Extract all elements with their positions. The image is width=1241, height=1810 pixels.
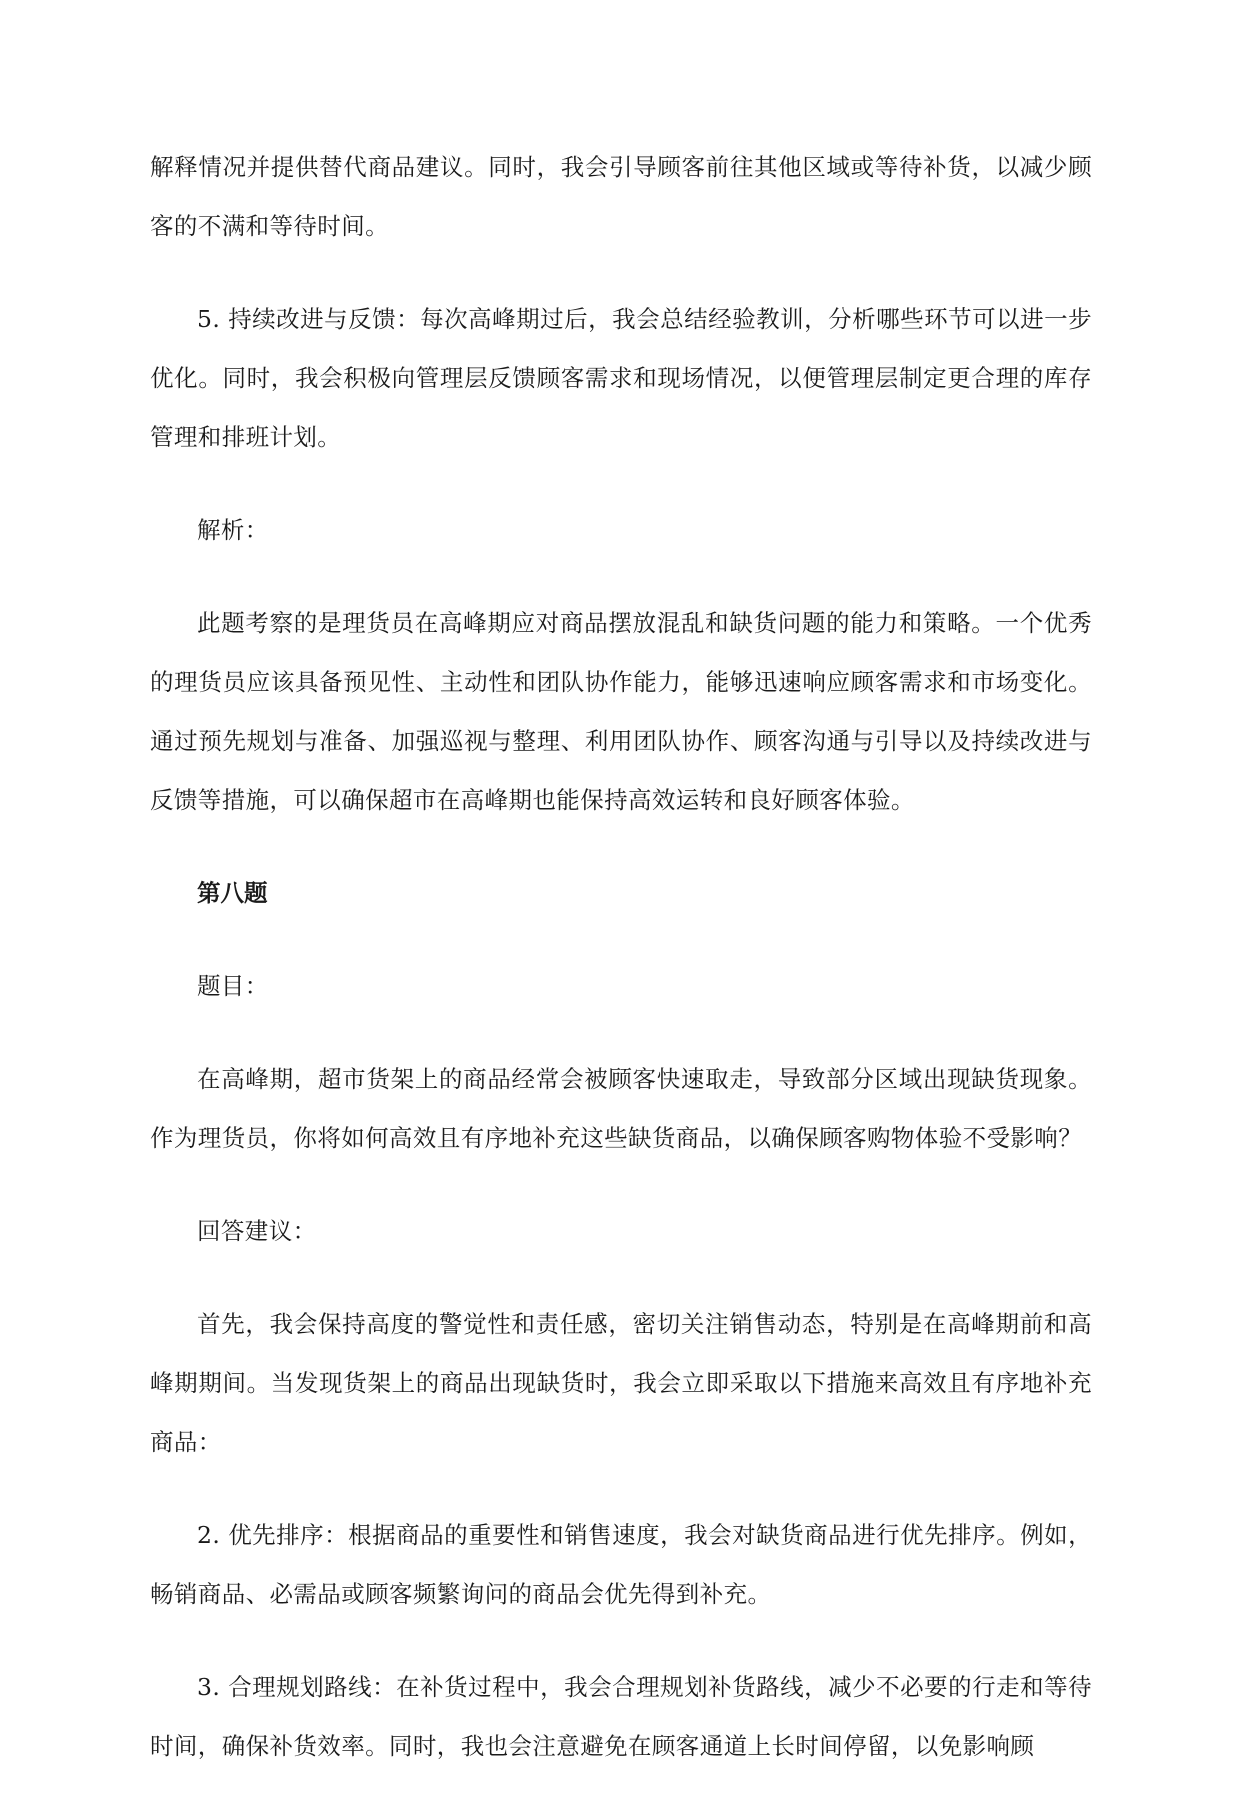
paragraph-answer-intro: 首先，我会保持高度的警觉性和责任感，密切关注销售动态，特别是在高峰期前和高峰期期间。当发现货架上的商品出现缺货时，我会立即采取以下措施来高效且有序地补充商品： — [150, 1310, 1092, 1456]
paragraph-question: 在高峰期，超市货架上的商品经常会被顾客快速取走，导致部分区域出现缺货现象。作为理货员，你将如何高效且有序地补充这些缺货商品，以确保顾客购物体验不受影响？ — [150, 1065, 1092, 1152]
paragraph-analysis: 此题考察的是理货员在高峰期应对商品摆放混乱和缺货问题的能力和策略。一个优秀的理货员应该具备预见性、主动性和团队协作能力，能够迅速响应顾客需求和市场变化。通过预先规划与准备、加强巡视与整理、利用团队协作、顾客沟通与引导以及持续改进与反馈等措施，可以确保超市在高峰期也能保持高效运转和良好顾客体验。 — [150, 609, 1092, 814]
paragraph-route-planning: 3. 合理规划路线：在补货过程中，我会合理规划补货路线，减少不必要的行走和等待时间，确保补货效率。同时，我也会注意避免在顾客通道上长时间停留，以免影响顾 — [150, 1673, 1092, 1760]
document-page — [150, 138, 1092, 1810]
analysis-label: 解析： — [197, 516, 269, 544]
section-heading-question-8: 第八题 — [197, 879, 268, 907]
question-label: 题目： — [197, 972, 269, 1000]
answer-suggestion-label: 回答建议： — [197, 1217, 317, 1245]
paragraph-continuation: 解释情况并提供替代商品建议。同时，我会引导顾客前往其他区域或等待补货，以减少顾客的不满和等待时间。 — [150, 153, 1092, 240]
paragraph-continuous-improvement: 5. 持续改进与反馈：每次高峰期过后，我会总结经验教训，分析哪些环节可以进一步优化。同时，我会积极向管理层反馈顾客需求和现场情况，以便管理层制定更合理的库存管理和排班计划。 — [150, 305, 1092, 451]
paragraph-priority-sorting: 2. 优先排序：根据商品的重要性和销售速度，我会对缺货商品进行优先排序。例如，畅销商品、必需品或顾客频繁询问的商品会优先得到补充。 — [150, 1521, 1092, 1608]
